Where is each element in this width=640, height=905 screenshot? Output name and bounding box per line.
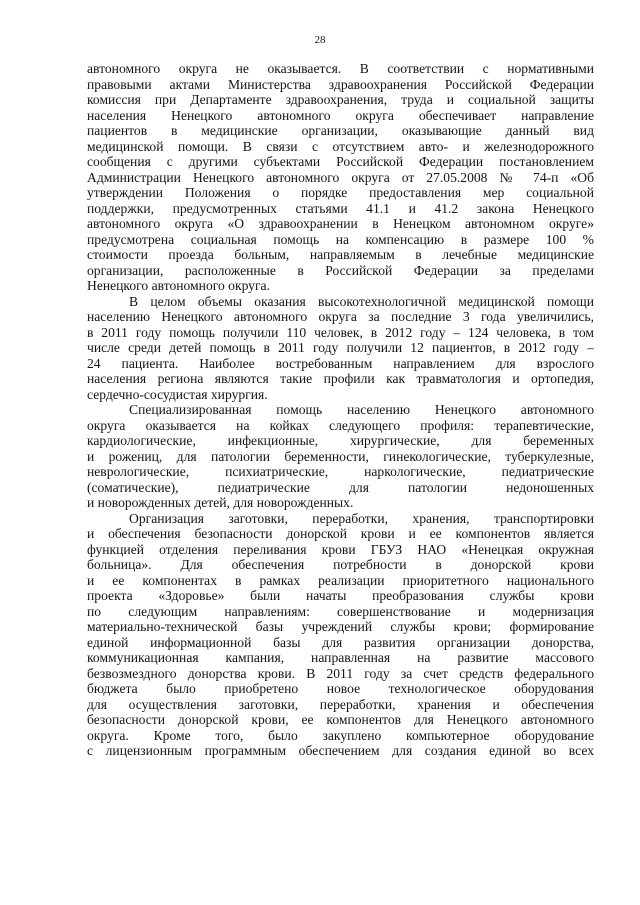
text-line: в 2011 году помощь получили 110 человек, в 2012 году – 124 человека, в том	[87, 324, 594, 340]
text-line: безвозмездного донорства крови. В 2011 году за счет средств федерального	[87, 665, 594, 681]
text-line: и обеспечения безопасности донорской крови и ее компонентов является	[87, 526, 594, 541]
text-line: больница». Для обеспечения потребности в донорской крови	[87, 557, 594, 572]
text-line: 24 пациента. Наиболее востребованным направлением для взрослого	[87, 355, 594, 371]
text-line: неврологические, психиатрические, наркологические, педиатрические	[87, 464, 594, 479]
text-line: безопасности донорской крови, ее компонентов для Ненецкого автономного	[87, 712, 594, 727]
text-line: кардиологические, инфекционные, хирургические, для беременных	[87, 433, 594, 448]
text-line: по следующим направлениям: совершенствование и модернизация	[87, 603, 594, 619]
paragraph	[87, 294, 594, 403]
text-line: бюджета было приобретено новое технологическое оборудования	[87, 681, 594, 696]
text-line: пациентов в медицинские организации, оказывающие данный вид	[87, 123, 594, 138]
text-line: поддержки, предусмотренных статьями 41.1 и 41.2 закона Ненецкого	[87, 200, 594, 216]
text-line: числе среди детей помощь в 2011 году получили 12 пациентов, в 2012 году –	[87, 340, 594, 355]
text-line: для осуществления заготовки, переработки, хранения и обеспечения	[87, 696, 594, 712]
text-line: утверждении Положения о порядке предоставления мер социальной	[87, 185, 594, 200]
text-line: населению Ненецкого автономного округа за последние 3 года увеличились,	[87, 309, 594, 324]
text-line: округа оказывается на койках следующего профиля: терапевтические,	[87, 417, 594, 433]
text-line: Организация заготовки, переработки, хранения, транспортировки	[129, 510, 594, 526]
text-line: с лицензионным программным обеспечением для создания единой во всех	[87, 743, 594, 758]
text-line: стоимости проезда больным, направляемым в лечебные медицинские	[87, 247, 594, 262]
text-line: населения региона являются такие профили как травматология и ортопедия,	[87, 371, 594, 386]
text-line: сообщения с другими субъектами Российской Федерации постановлением	[87, 154, 594, 169]
text-line: округа. Кроме того, было закуплено компьютерное оборудование	[87, 727, 594, 743]
text-line: (соматические), педиатрические для патологии недоношенных	[87, 479, 594, 495]
text-line: правовыми актами Министерства здравоохранения Российской Федерации	[87, 76, 594, 92]
text-line: населения Ненецкого автономного округа обеспечивает направление	[87, 107, 594, 123]
body-text	[87, 61, 594, 759]
text-line: организации, расположенные в Российской Федерации за пределами	[87, 262, 594, 278]
page-number: 28	[314, 34, 326, 46]
text-line: и ее компонентах в рамках реализации приоритетного национального	[87, 572, 594, 588]
text-line: Специализированная помощь населению Ненецкого автономного	[129, 402, 594, 417]
text-line: и рожениц, для патологии беременности, гинекологические, туберкулезные,	[87, 448, 594, 464]
text-line: проекта «Здоровье» были начаты преобразования службы крови	[87, 588, 594, 603]
paragraph	[87, 402, 594, 511]
text-line: автономного округа «О здравоохранении в Ненецком автономном округе»	[87, 216, 594, 231]
text-line: функцией отделения переливания крови ГБУЗ НАО «Ненецкая окружная	[87, 541, 594, 557]
text-line: комиссия при Департаменте здравоохранения, труда и социальной защиты	[87, 92, 594, 107]
paragraph	[87, 61, 594, 294]
text-line: сердечно-сосудистая хирургия.	[87, 386, 268, 402]
text-line: медицинской помощи. В связи с отсутствием авто- и железнодорожного	[87, 138, 594, 154]
text-line: Администрации Ненецкого автономного округа от 27.05.2008 № 74-п «Об	[87, 169, 594, 185]
text-line: автономного округа не оказывается. В соответствии с нормативными	[87, 61, 594, 76]
text-line: материально-технической базы учреждений службы крови; формирование	[87, 619, 594, 634]
paragraph	[87, 511, 594, 759]
text-line: единой информационной базы для развития организации донорства,	[87, 634, 594, 650]
text-line: предусмотрена социальная помощь на компенсацию в размере 100 %	[87, 231, 594, 247]
text-line: коммуникационная кампания, направленная на развитие массового	[87, 650, 594, 665]
text-line: В целом объемы оказания высокотехнологичной медицинской помощи	[129, 293, 594, 309]
text-line: и новорожденных детей, для новорожденных.	[87, 495, 354, 510]
text-line: Ненецкого автономного округа.	[87, 278, 270, 293]
